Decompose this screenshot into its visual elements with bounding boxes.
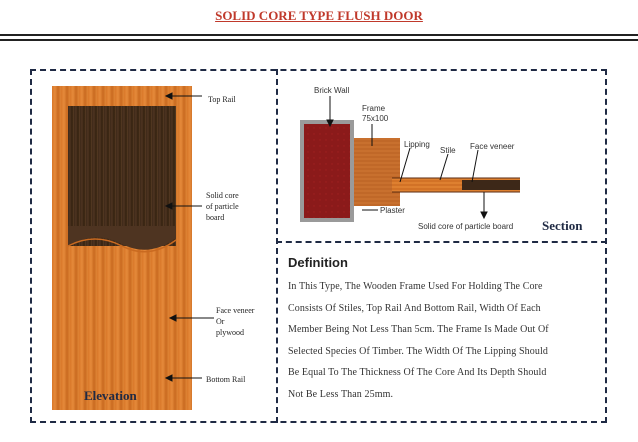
definition-line-1: In This Type, The Wooden Frame Used For Holding The Core <box>288 281 543 292</box>
solid-core-label-line3: board <box>206 213 225 222</box>
definition-title: Definition <box>288 255 348 270</box>
elevation-label: Elevation <box>84 388 137 403</box>
frame-label <box>362 104 388 124</box>
lipping-label: Lipping <box>404 140 430 149</box>
face-veneer-label-line3: plywood <box>216 328 244 337</box>
definition-line-2: Consists Of Stiles, Top Rail And Bottom Rail, Width Of Each <box>288 302 541 314</box>
face-veneer-leader <box>472 150 478 182</box>
solid-core-label-line2: of particle <box>206 202 239 211</box>
page-title: SOLID CORE TYPE FLUSH DOOR <box>215 8 423 23</box>
core-arrowhead-section <box>481 212 487 218</box>
brick-wall-label: Brick Wall <box>314 86 350 95</box>
door-frame-grain <box>354 138 400 206</box>
face-veneer-section-label: Face veneer <box>470 142 515 151</box>
stile-label: Stile <box>440 146 456 155</box>
plaster-label: Plaster <box>380 206 405 215</box>
frame-label-line2: 75x100 <box>362 114 389 123</box>
solid-core-section-label: Solid core of particle board <box>418 222 514 231</box>
lipping-leader <box>400 148 410 182</box>
face-veneer-label-line1: Face veneer <box>216 306 255 315</box>
section-label: Section <box>542 218 583 233</box>
definition-body <box>288 276 593 405</box>
top-rail-label: Top Rail <box>208 95 236 104</box>
definition-line-5: Be Equal To The Thickness Of The Core And Its Depth Should <box>288 367 547 378</box>
face-veneer-label-line2: Or <box>216 317 225 326</box>
frame-label-line1: Frame <box>362 104 386 113</box>
solid-core-label-line1: Solid core <box>206 191 239 200</box>
definition-line-4: Selected Species Of Timber. The Width Of The Lipping Should <box>288 345 548 357</box>
stile-leader <box>440 154 448 180</box>
definition-line-3: Member Being Not Less Than 5cm. The Frame Is Made Out Of <box>288 324 549 335</box>
bottom-rail-label: Bottom Rail <box>206 375 246 384</box>
definition-line-6: Not Be Less Than 25mm. <box>288 388 394 400</box>
section-solid-core <box>462 180 520 190</box>
brick-wall <box>304 124 350 218</box>
